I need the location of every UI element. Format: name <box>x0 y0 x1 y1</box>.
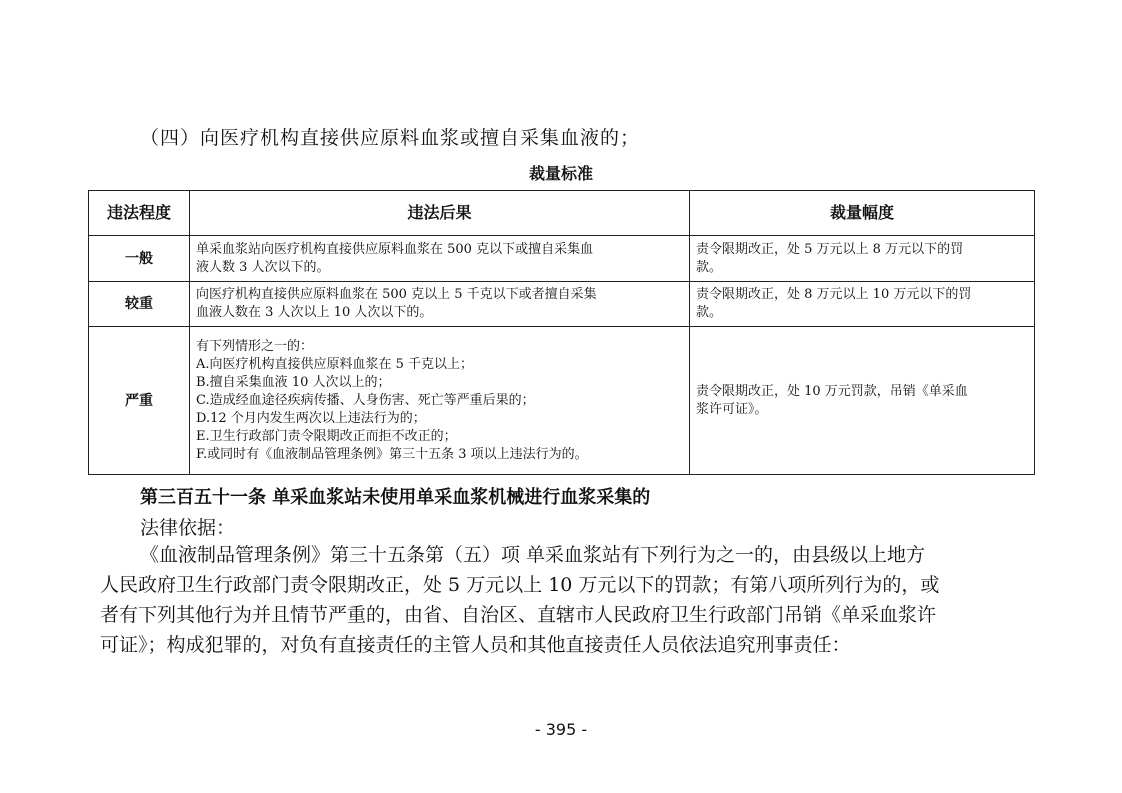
degree-cell: 较重 <box>89 282 190 327</box>
table-row <box>89 282 1035 327</box>
consequence-line: F.或同时有《血液制品管理条例》第三十五条 3 项以上违法行为的。 <box>196 446 588 462</box>
legal-basis-label: 法律依据： <box>140 517 236 539</box>
consequence-line: A.向医疗机构直接供应原料血浆在 5 千克以上； <box>196 356 474 372</box>
discretion-standard-table <box>88 190 1035 475</box>
table-header-row <box>89 191 1035 236</box>
page-number: - 395 - <box>534 720 588 739</box>
legal-basis-text <box>100 540 1030 660</box>
consequence-line: C.造成经血途径疾病传播、人身伤害、死亡等严重后果的； <box>196 392 535 408</box>
range-cell <box>690 282 1035 327</box>
consequence-line: 血液人数在 3 人次以上 10 人次以下的。 <box>196 305 433 320</box>
header-range: 裁量幅度 <box>690 191 1035 236</box>
range-cell <box>690 236 1035 282</box>
intro-clause: （四）向医疗机构直接供应原料血浆或擅自采集血液的； <box>140 127 641 149</box>
consequence-line: 单采血浆站向医疗机构直接供应原料血浆在 500 克以下或擅自采集血 <box>196 241 594 257</box>
table-row <box>89 327 1035 475</box>
consequence-cell <box>190 327 690 475</box>
legal-basis-line: 者有下列其他行为并且情节严重的，由省、自治区、直辖市人民政府卫生行政部门吊销《单采血浆许 <box>100 604 937 626</box>
range-line: 浆许可证》。 <box>696 401 768 417</box>
range-line: 款。 <box>696 305 723 320</box>
legal-basis-line: 可证》；构成犯罪的，对负有直接责任的主管人员和其他直接责任人员依法追究刑事责任： <box>100 634 851 656</box>
range-line: 责令限期改正，处 10 万元罚款，吊销《单采血 <box>696 383 968 399</box>
header-degree: 违法程度 <box>89 191 190 236</box>
consequence-line: B.擅自采集血液 10 人次以上的； <box>196 374 391 390</box>
degree-cell: 一般 <box>89 236 190 282</box>
range-line: 款。 <box>696 259 723 275</box>
consequence-line: E.卫生行政部门责令限期改正而拒不改正的； <box>196 428 457 444</box>
table-row <box>89 236 1035 282</box>
table-title: 裁量标准 <box>528 164 593 183</box>
degree-cell: 严重 <box>89 327 190 475</box>
range-line: 责令限期改正，处 5 万元以上 8 万元以下的罚 <box>696 241 964 257</box>
range-cell <box>690 327 1035 475</box>
legal-basis-line: 人民政府卫生行政部门责令限期改正，处 5 万元以上 10 万元以下的罚款；有第八项所列行为的，或 <box>100 574 940 596</box>
consequence-line: 液人数 3 人次以下的。 <box>196 259 330 275</box>
range-line: 责令限期改正，处 8 万元以上 10 万元以下的罚 <box>696 287 972 302</box>
legal-basis-line: 《血液制品管理条例》第三十五条第（五）项 单采血浆站有下列行为之一的，由县级以上地方 <box>140 544 926 566</box>
consequence-cell <box>190 282 690 327</box>
header-consequence: 违法后果 <box>190 191 690 236</box>
consequence-line: 有下列情形之一的： <box>196 338 314 354</box>
consequence-cell <box>190 236 690 282</box>
consequence-line: 向医疗机构直接供应原料血浆在 500 克以上 5 千克以下或者擅自采集 <box>196 287 597 302</box>
article-heading: 第三百五十一条 单采血浆站未使用单采血浆机械进行血浆采集的 <box>140 487 651 508</box>
consequence-line: D.12 个月内发生两次以上违法行为的； <box>196 410 426 426</box>
